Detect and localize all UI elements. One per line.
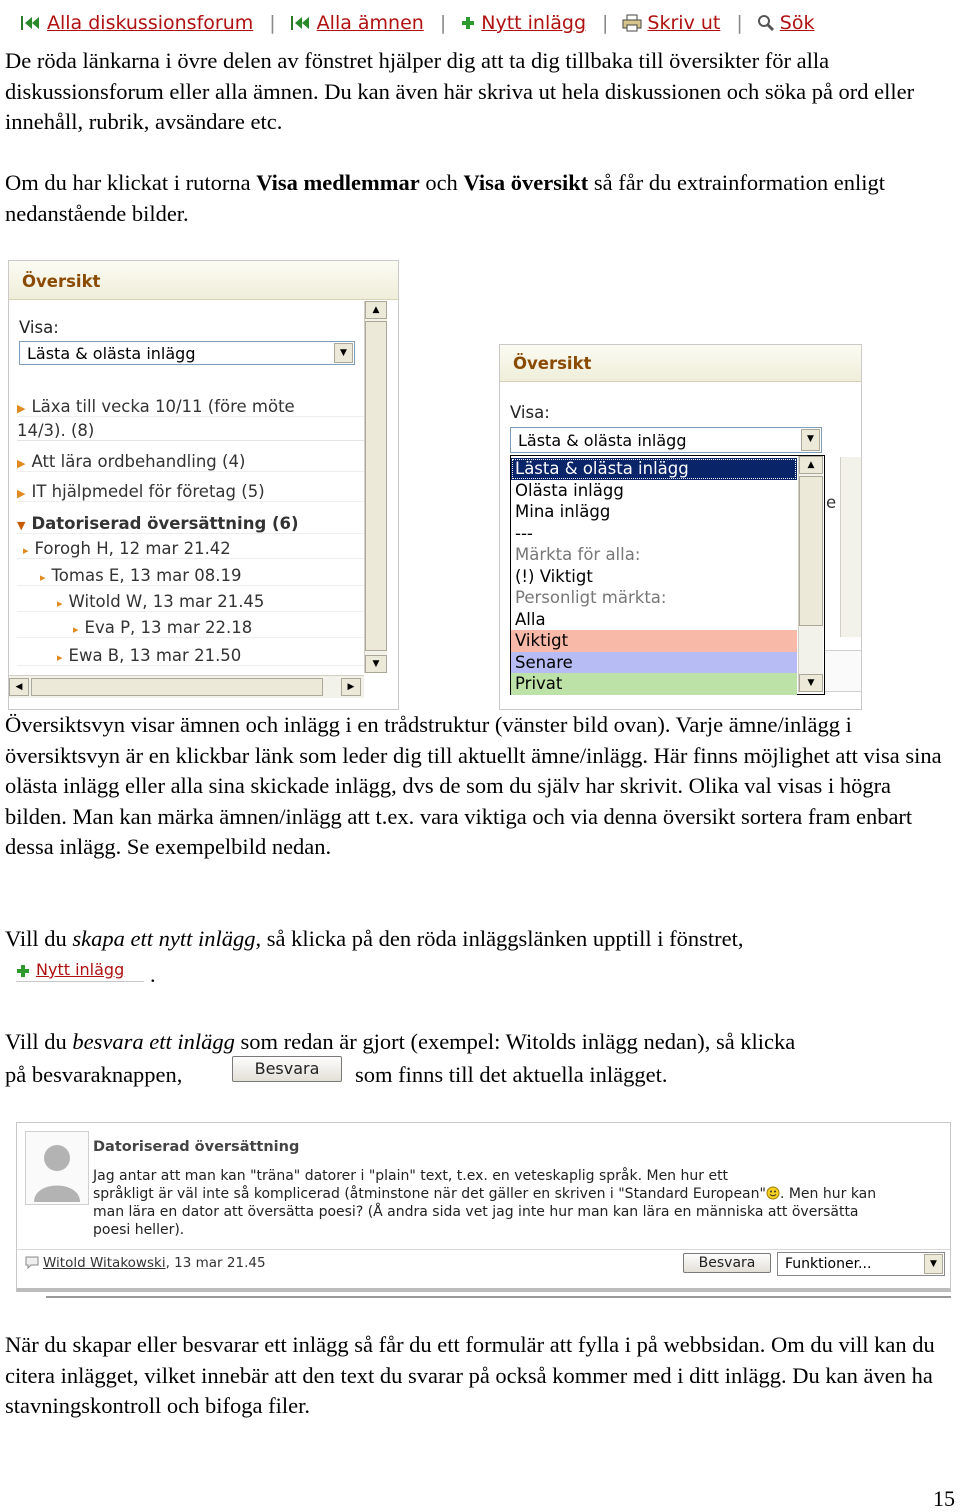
view-select[interactable] — [510, 427, 822, 453]
nav-divider: | — [736, 12, 743, 34]
collapse-arrow-icon: ▼ — [17, 519, 26, 532]
text-run: Vill du — [5, 1029, 73, 1054]
tree-topic[interactable] — [17, 452, 370, 472]
scroll-thumb[interactable] — [31, 678, 323, 696]
post-divider — [17, 1249, 950, 1250]
tree-topic-label: IT hjälpmedel för företag (5) — [31, 482, 265, 501]
tree-topic[interactable] — [17, 482, 370, 502]
reply-instruction-end: som finns till det aktuella inlägget. — [355, 1062, 668, 1087]
option-group-personal: Personligt märkta: — [515, 588, 667, 607]
post-body-text: språkligt är väl inte så komplicerad (åtminstone när det gäller en skriven i "Standard European" — [93, 1186, 766, 1202]
post-shadow-line — [46, 1296, 951, 1298]
tree-topic-label: Att lära ordbehandling (4) — [31, 452, 246, 471]
post-title: Datoriserad översättning — [93, 1139, 300, 1155]
option-important[interactable]: Viktigt — [511, 630, 797, 652]
tree-topic-expanded[interactable] — [17, 514, 370, 534]
tree-post-label: Tomas E, 13 mar 08.19 — [51, 566, 242, 585]
checkbox-info-paragraph — [5, 168, 955, 229]
text-run: , så klicka på den röda inläggslänken upptill i fönstret, — [255, 926, 744, 951]
all-forums-label: Alla diskussionsforum — [47, 12, 254, 34]
tree-post-label: Eva P, 13 mar 22.18 — [84, 618, 253, 637]
bold-term: Visa medlemmar — [256, 170, 420, 195]
scroll-thumb[interactable] — [365, 321, 387, 651]
post-author-link[interactable]: Witold Witakowski — [43, 1255, 166, 1271]
reply-instruction — [5, 1027, 955, 1058]
nav-divider: | — [439, 12, 447, 34]
tree-topic[interactable] — [17, 397, 370, 417]
post-bullet-icon: ▸ — [73, 623, 79, 636]
form-info-paragraph: När du skapar eller besvarar ett inlägg så får du ett formulär att fylla i på webbsidan. Om du vill kan du citera inlägget, vilket innebär att den text du svarar på också kommer med i ditt inlägg. Du kan även ha stavningskontroll och bifoga filer. — [5, 1332, 935, 1418]
forum-nav-bar — [20, 6, 820, 40]
post-body-line — [93, 1185, 945, 1203]
text-run: Vill du — [5, 926, 73, 951]
post-body-line: poesi heller). — [93, 1222, 185, 1238]
tree-post[interactable] — [17, 646, 370, 666]
post-bullet-icon: ▸ — [57, 597, 63, 610]
functions-dropdown[interactable] — [777, 1252, 945, 1276]
post-bullet-icon: ▸ — [57, 651, 63, 664]
bold-term: Visa översikt — [463, 170, 589, 195]
tree-post[interactable] — [17, 566, 370, 586]
tree-topic-label: 14/3). (8) — [17, 421, 95, 440]
panel-title: Översikt — [513, 354, 592, 373]
printer-icon — [622, 14, 642, 32]
expand-arrow-icon: ▶ — [17, 402, 26, 415]
option-later[interactable]: Senare — [511, 652, 797, 674]
option-important-all[interactable]: (!) Viktigt — [515, 566, 593, 586]
print-label: Skriv ut — [647, 12, 721, 34]
expand-arrow-icon: ▶ — [17, 457, 26, 470]
page-number: 15 — [933, 1486, 955, 1511]
scroll-left-icon[interactable]: ◀ — [9, 678, 29, 696]
all-topics-label: Alla ämnen — [316, 12, 424, 34]
functions-label: Funktioner... — [785, 1256, 872, 1272]
post-body-line: man lära en dator att översätta poesi? (Å andra sida vet jag inte hur man kan lära en människa att översätta — [93, 1204, 859, 1220]
tree-post-label: Ewa B, 13 mar 21.50 — [68, 646, 242, 665]
text-run: och — [419, 170, 464, 195]
panel-header — [500, 345, 861, 382]
scroll-down-icon[interactable]: ▼ — [365, 655, 387, 673]
horizontal-scrollbar[interactable] — [9, 675, 364, 698]
text-run: Om du har klickat i rutorna — [5, 170, 257, 195]
chevron-down-icon[interactable]: ▼ — [801, 429, 820, 451]
option-private[interactable]: Privat — [511, 673, 797, 695]
new-post-label: Nytt inlägg — [36, 960, 125, 979]
vertical-scrollbar[interactable] — [364, 301, 387, 673]
tree-topic-label: Datoriserad översättning (6) — [31, 514, 299, 533]
italic-term: skapa ett nytt inlägg — [72, 926, 256, 951]
scroll-right-icon[interactable]: ▶ — [341, 678, 361, 696]
nav-divider: | — [602, 12, 609, 34]
italic-term: besvara ett inlägg — [72, 1029, 235, 1054]
plus-icon — [460, 15, 476, 31]
search-link[interactable] — [757, 12, 815, 34]
panel-edge — [824, 650, 862, 692]
avatar — [25, 1131, 89, 1205]
nav-divider: | — [269, 12, 276, 34]
view-select-value: Lästa & olästa inlägg — [27, 344, 196, 363]
chevron-down-icon[interactable]: ▼ — [334, 343, 353, 363]
back-arrow-icon — [20, 14, 42, 32]
plus-icon — [16, 964, 30, 978]
view-select[interactable] — [19, 341, 355, 365]
option-unread[interactable]: Olästa inlägg — [515, 480, 624, 500]
back-arrow-icon — [290, 14, 312, 32]
option-all[interactable]: Alla — [515, 609, 546, 629]
tree-post[interactable] — [17, 592, 370, 612]
panel-title: Översikt — [22, 272, 101, 291]
post-bullet-icon: ▸ — [23, 544, 29, 557]
post-body-line: Jag antar att man kan "träna" datorer i "plain" text, t.ex. en veteskaplig språk. Men hur ett — [93, 1168, 729, 1184]
new-post-link-sample[interactable] — [16, 959, 144, 982]
print-link[interactable] — [622, 12, 720, 34]
smiley-icon — [766, 1186, 780, 1200]
overview-panel-tree — [8, 260, 399, 710]
expand-arrow-icon: ▶ — [17, 487, 26, 500]
text-run: som redan är gjort (exempel: Witolds inlägg nedan), så klicka — [234, 1029, 796, 1054]
reply-instruction-cont: på besvaraknappen, — [5, 1062, 183, 1087]
show-label: Visa: — [19, 318, 59, 337]
panel-header — [9, 261, 398, 300]
options-scrollbar[interactable] — [798, 456, 823, 692]
post-body-text: . Men hur kan — [779, 1186, 877, 1202]
post-card — [16, 1122, 951, 1292]
new-post-link[interactable] — [460, 12, 586, 34]
post-body — [93, 1167, 945, 1239]
tree-topic-continuation[interactable] — [17, 421, 370, 441]
tree-post[interactable] — [17, 539, 370, 559]
clipped-text: e — [826, 493, 837, 512]
reply-button-sample[interactable]: Besvara — [232, 1056, 342, 1082]
reply-button[interactable]: Besvara — [683, 1253, 771, 1273]
scroll-up-icon[interactable]: ▲ — [365, 301, 387, 319]
option-read-unread[interactable]: Lästa & olästa inlägg — [511, 458, 797, 480]
panel-scroll-track — [840, 457, 861, 637]
search-icon — [757, 14, 775, 32]
user-silhouette-icon — [26, 1132, 88, 1204]
tree-topic-label: Läxa till vecka 10/11 (före möte — [31, 397, 295, 416]
scroll-up-icon[interactable]: ▲ — [799, 456, 823, 474]
search-label: Sök — [779, 12, 815, 34]
option-group-marked-all: Märkta för alla: — [515, 545, 641, 564]
option-my-posts[interactable]: Mina inlägg — [515, 502, 611, 521]
show-label: Visa: — [510, 403, 550, 422]
post-bullet-icon: ▸ — [40, 571, 46, 584]
view-select-value: Lästa & olästa inlägg — [518, 431, 687, 450]
chevron-down-icon[interactable]: ▼ — [924, 1254, 943, 1274]
new-post-instruction — [5, 924, 955, 955]
scroll-thumb[interactable] — [799, 476, 823, 626]
post-date: , 13 mar 21.45 — [165, 1255, 266, 1271]
all-topics-link[interactable] — [290, 12, 424, 34]
view-options-list[interactable] — [510, 455, 825, 695]
option-separator: --- — [515, 523, 533, 543]
overview-explanation-paragraph: Översiktsvyn visar ämnen och inlägg i en trådstruktur (vänster bild ovan). Varje ämne/inlägg i översiktsvyn är en klickbar länk som leder dig till aktuellt ämne/inlägg. Här finns möjlighet att visa sina olästa inlägg eller alla sina skickade inlägg, dvs de som du själv har skrivit. Olika val visas i högra bilden. Man kan märka ämnen/inlägg att t.ex. vara viktiga och via denna översikt sortera fram enbart dessa inlägg. Se exempelbild nedan. — [5, 712, 942, 859]
text-run: så får du extrainformation enligt nedanstående bilder. — [5, 170, 886, 226]
intro-paragraph: De röda länkarna i övre delen av fönstret hjälper dig att ta dig tillbaka till översikter för alla diskussionsforum eller alla ämnen. Du kan även här skriva ut hela diskussionen och söka på ord eller innehåll, rubrik, avsändare etc. — [5, 48, 915, 134]
new-post-label: Nytt inlägg — [481, 12, 587, 34]
sentence-period: . — [150, 962, 156, 987]
scroll-down-icon[interactable]: ▼ — [799, 674, 823, 692]
comment-icon — [25, 1256, 39, 1269]
tree-post-label: Forogh H, 12 mar 21.42 — [34, 539, 231, 558]
post-meta — [25, 1255, 266, 1271]
all-forums-link[interactable] — [20, 12, 253, 34]
tree-post-label: Witold W, 13 mar 21.45 — [68, 592, 265, 611]
tree-post[interactable] — [17, 618, 370, 638]
